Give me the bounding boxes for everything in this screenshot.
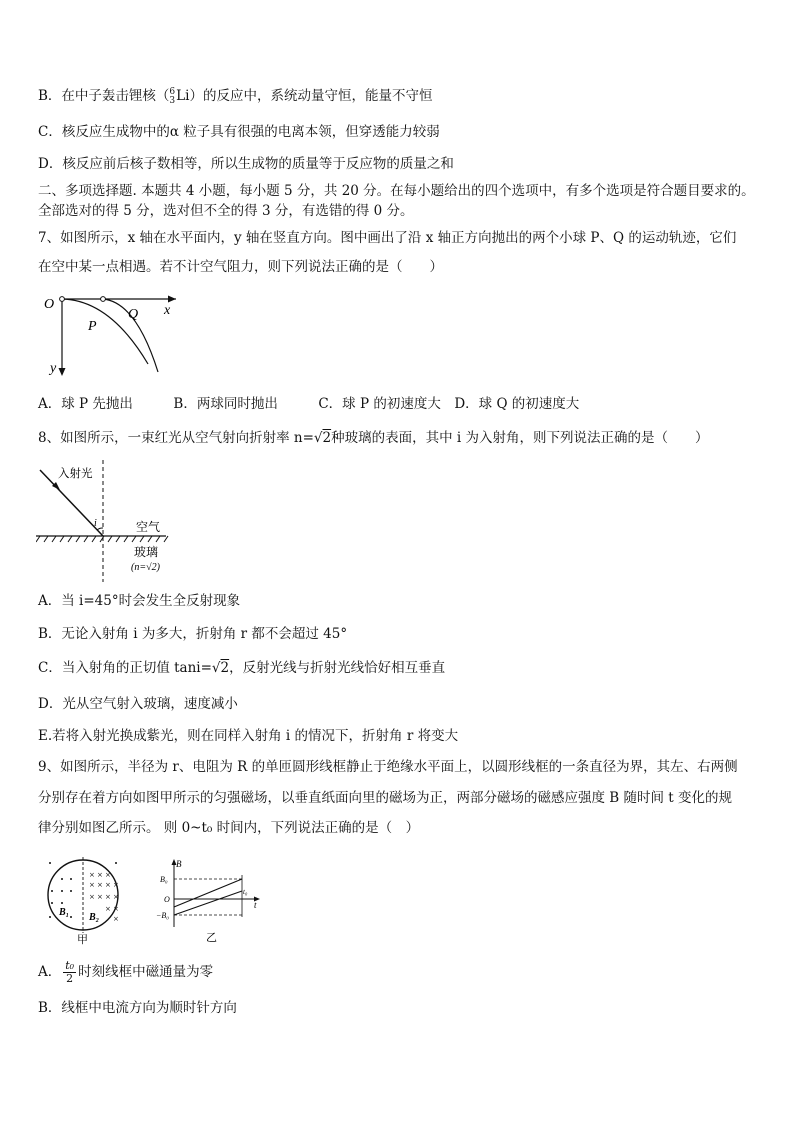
sqrt-radicand: 2 [220,660,230,676]
q9-figure-yi [148,855,268,945]
air-label: 空气 [136,520,161,534]
neg-b0-tick-label: −B₀ [156,911,170,920]
svg-text:×: × [97,893,103,901]
q9-option-b: B．线框中电流方向为顺时针方向 [38,1000,237,1016]
b2-label: B₂ [89,912,100,923]
glass-hatching [36,536,168,542]
section2-heading-line2: 全部选对的得 5 分，选对但不全的得 3 分，有选错的得 0 分。 [38,203,414,219]
svg-text:×: × [113,881,119,889]
q9-stem-line3: 律分别如图乙所示。 则 0~t₀ 时间内，下列说法正确的是（ ） [38,820,420,836]
q8-refraction-figure [36,458,176,586]
svg-text:×: × [105,881,111,889]
origin-label: O [44,297,55,312]
q8-option-b: B．无论入射角 i 为多大，折射角 r 都不会超过 45° [38,626,348,642]
q9-figure-jia [40,855,128,945]
figure-yi-caption: 乙 [206,932,217,944]
q9-a-text: 时刻线框中磁通量为零 [78,964,214,980]
svg-text:×: × [113,915,119,923]
fraction-numerator: t₀ [65,959,75,972]
svg-text:×: × [89,893,95,901]
incidence-angle-arc [97,528,103,530]
isotope-atomic-number: 3 [169,95,176,106]
q6-option-d: D．核反应前后核子数相等，所以生成物的质量等于反应物的质量之和 [38,156,454,172]
svg-text:×: × [105,893,111,901]
glass-label: 玻璃 [134,545,159,559]
x-axis-label: x [164,303,171,318]
angle-i-label: i [94,518,97,529]
q6-option-c: C．核反应生成物中的α 粒子具有很强的电离本领，但穿透能力较弱 [38,124,440,140]
b1-label: B₁ [59,907,70,918]
q7-stem-line2: 在空中某一点相遇。若不计空气阻力，则下列说法正确的是（ ） [38,259,443,275]
q8-c-pre: C．当入射角的正切值 tani= [38,660,212,676]
svg-text:×: × [113,905,119,913]
label-p: P [88,319,97,334]
q9-stem-line2: 分别存在着方向如图甲所示的匀强磁场，以垂直纸面向里的磁场为正，两部分磁场的磁感应强度 B 随时间 t 变化的规 [38,790,733,806]
refractive-index-label: (n=√2) [131,562,160,573]
figure-jia-caption: 甲 [77,934,88,945]
isotope-symbol: Li [176,88,190,104]
q9-stem-line1: 9、如图所示，半径为 r、电阻为 R 的单匝圆形线框静止于绝缘水平面上，以圆形线框的一条直径为界，其左、右两侧 [38,759,738,775]
y-axis-label: y [50,361,57,376]
q7-stem-line1: 7、如图所示，x 轴在水平面内，y 轴在竖直方向。图中画出了沿 x 轴正方向抛出的两个小球 P、Q 的运动轨迹，它们 [38,230,737,246]
x-axis-arrow [168,296,176,303]
label-q: Q [128,307,139,322]
q8-c-post: ，反射光线与折射光线恰好相互垂直 [229,660,446,676]
q8-option-e: E.若将入射光换成紫光，则在同样入射角 i 的情况下，折射角 r 将变大 [38,728,459,744]
b-axis-label: B [176,859,182,869]
sqrt-symbol: √2 [211,660,230,676]
incident-light-label: 入射光 [58,468,93,480]
q7-options: A．球 P 先抛出 B．两球同时抛出 C．球 P 的初速度大 D．球 Q 的初速度大 [38,396,580,412]
q6-b-text-pre: B．在中子轰击锂核（ [38,88,170,104]
svg-text:×: × [105,905,111,913]
b0-tick-label: B₀ [160,875,168,884]
ball-p-start [60,297,65,302]
svg-text:×: × [105,871,111,879]
svg-text:×: × [113,893,119,901]
svg-text:×: × [89,871,95,879]
origin-tick-label: O [164,895,170,904]
svg-text:×: × [97,881,103,889]
t0-tick-label: t₀ [243,888,248,896]
q8-option-c [38,658,445,678]
q6-option-b [38,86,432,106]
y-axis-arrow [59,368,66,376]
q7-trajectory-figure [40,288,190,380]
q8-stem [38,428,709,448]
q8-stem-pre: 8、如图所示，一束红光从空气射向折射率 n= [38,430,314,446]
q9-option-a [38,960,213,985]
q9-a-label: A． [38,964,62,980]
fraction-denominator: 2 [66,972,74,985]
t-axis-label: t [254,900,257,910]
svg-text:×: × [89,881,95,889]
isotope-mass-number: 6 [169,86,176,97]
q6-b-text-post: ）的反应中，系统动量守恒，能量不守恒 [189,88,433,104]
q8-stem-post: 种玻璃的表面，其中 i 为入射角，则下列说法正确的是（ ） [331,430,709,446]
section2-heading-line1: 二、多项选择题. 本题共 4 小题，每小题 5 分，共 20 分。在每小题给出的四个选项中，有多个选项是符合题目要求的。 [38,183,755,199]
q8-option-d: D．光从空气射入玻璃，速度减小 [38,696,238,712]
ball-q-start [101,297,106,302]
q8-option-a: A．当 i=45°时会发生全反射现象 [38,593,241,609]
sqrt-radicand: 2 [322,430,332,446]
svg-text:×: × [97,871,103,879]
sqrt-symbol: √2 [313,430,332,446]
fraction-t0-over-2 [63,960,76,985]
